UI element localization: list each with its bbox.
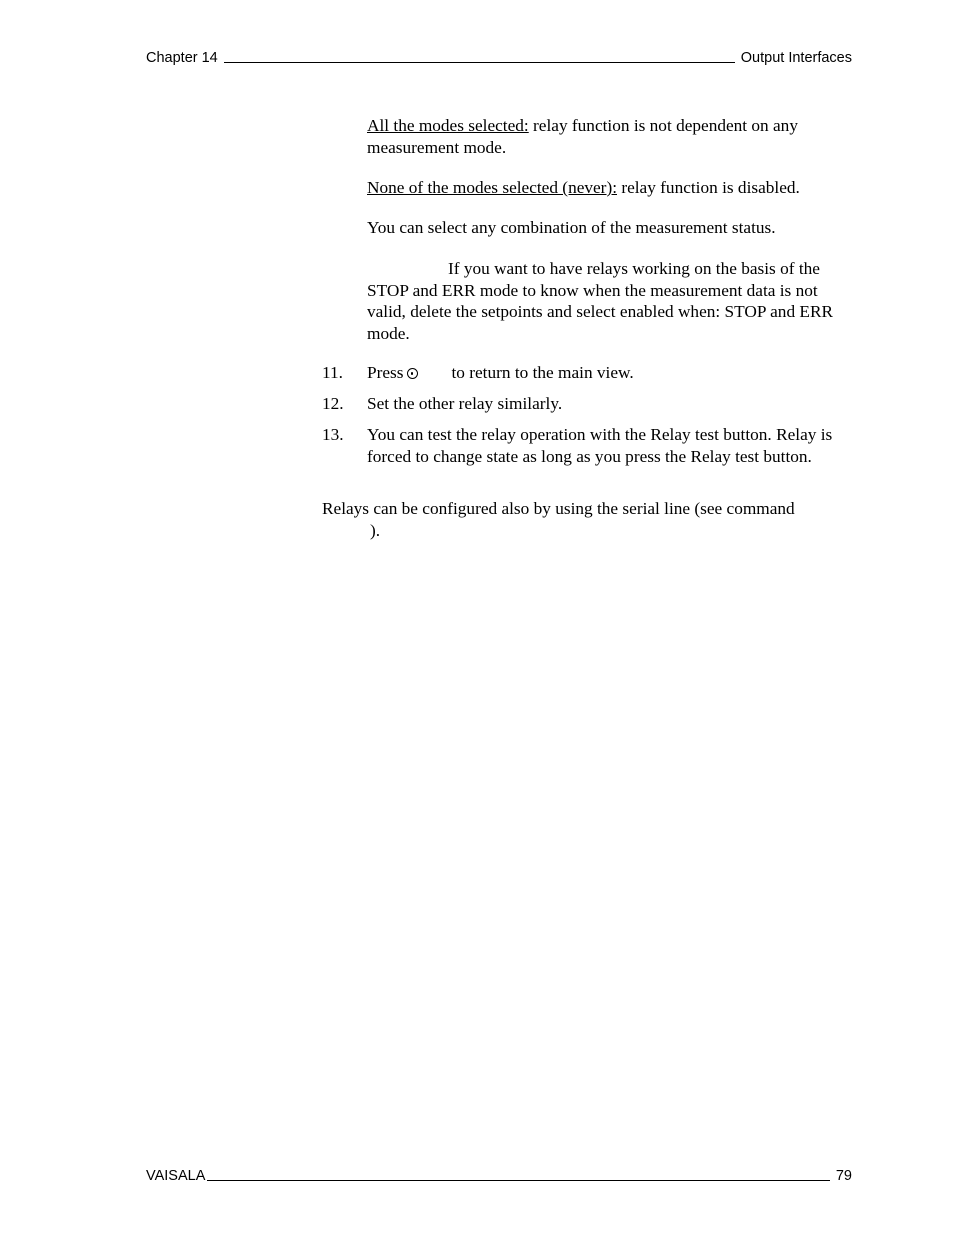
closing-line-2: ). (370, 520, 381, 540)
none-modes-paragraph (367, 177, 853, 199)
step-number: 11. (322, 363, 343, 382)
header-rule (224, 62, 735, 63)
brand-name: VAISALA (146, 1168, 206, 1184)
all-modes-term: All the modes selected: (367, 116, 529, 135)
page-number: 79 (835, 1168, 852, 1184)
none-modes-text: relay function is disabled. (617, 178, 800, 197)
all-modes-paragraph (367, 115, 853, 158)
select-button-icon (407, 368, 418, 379)
step-text: You can test the relay operation with the Relay test button. Relay is forced to change state as long as you press the Relay test button. (367, 425, 833, 466)
page-header (146, 48, 852, 66)
step-text-after: to return to the main view. (451, 363, 634, 382)
closing-line-1: Relays can be configured also by using the serial line (see command (322, 499, 795, 518)
none-modes-term: None of the modes selected (never): (367, 178, 617, 197)
closing-paragraph (322, 498, 854, 541)
step-text (367, 362, 853, 384)
footer-rule (207, 1180, 829, 1181)
step-text-before: Press (367, 363, 404, 382)
section-title: Output Interfaces (740, 50, 852, 66)
note-paragraph (367, 258, 853, 344)
all-modes-text: relay function is not dependent on any measurement mode. (367, 116, 798, 157)
note-text: If you want to have relays working on the basis of the STOP and ERR mode to know when the measurement data is not valid, delete the setpoints and select enabled when: STOP and ERR mode. (367, 259, 834, 343)
chapter-label: Chapter 14 (146, 50, 218, 66)
combination-paragraph: You can select any combination of the measurement status. (367, 218, 776, 237)
page-footer (146, 1166, 852, 1184)
step-number: 12. (322, 394, 344, 413)
step-number: 13. (322, 425, 344, 444)
step-text: Set the other relay similarly. (367, 394, 563, 413)
